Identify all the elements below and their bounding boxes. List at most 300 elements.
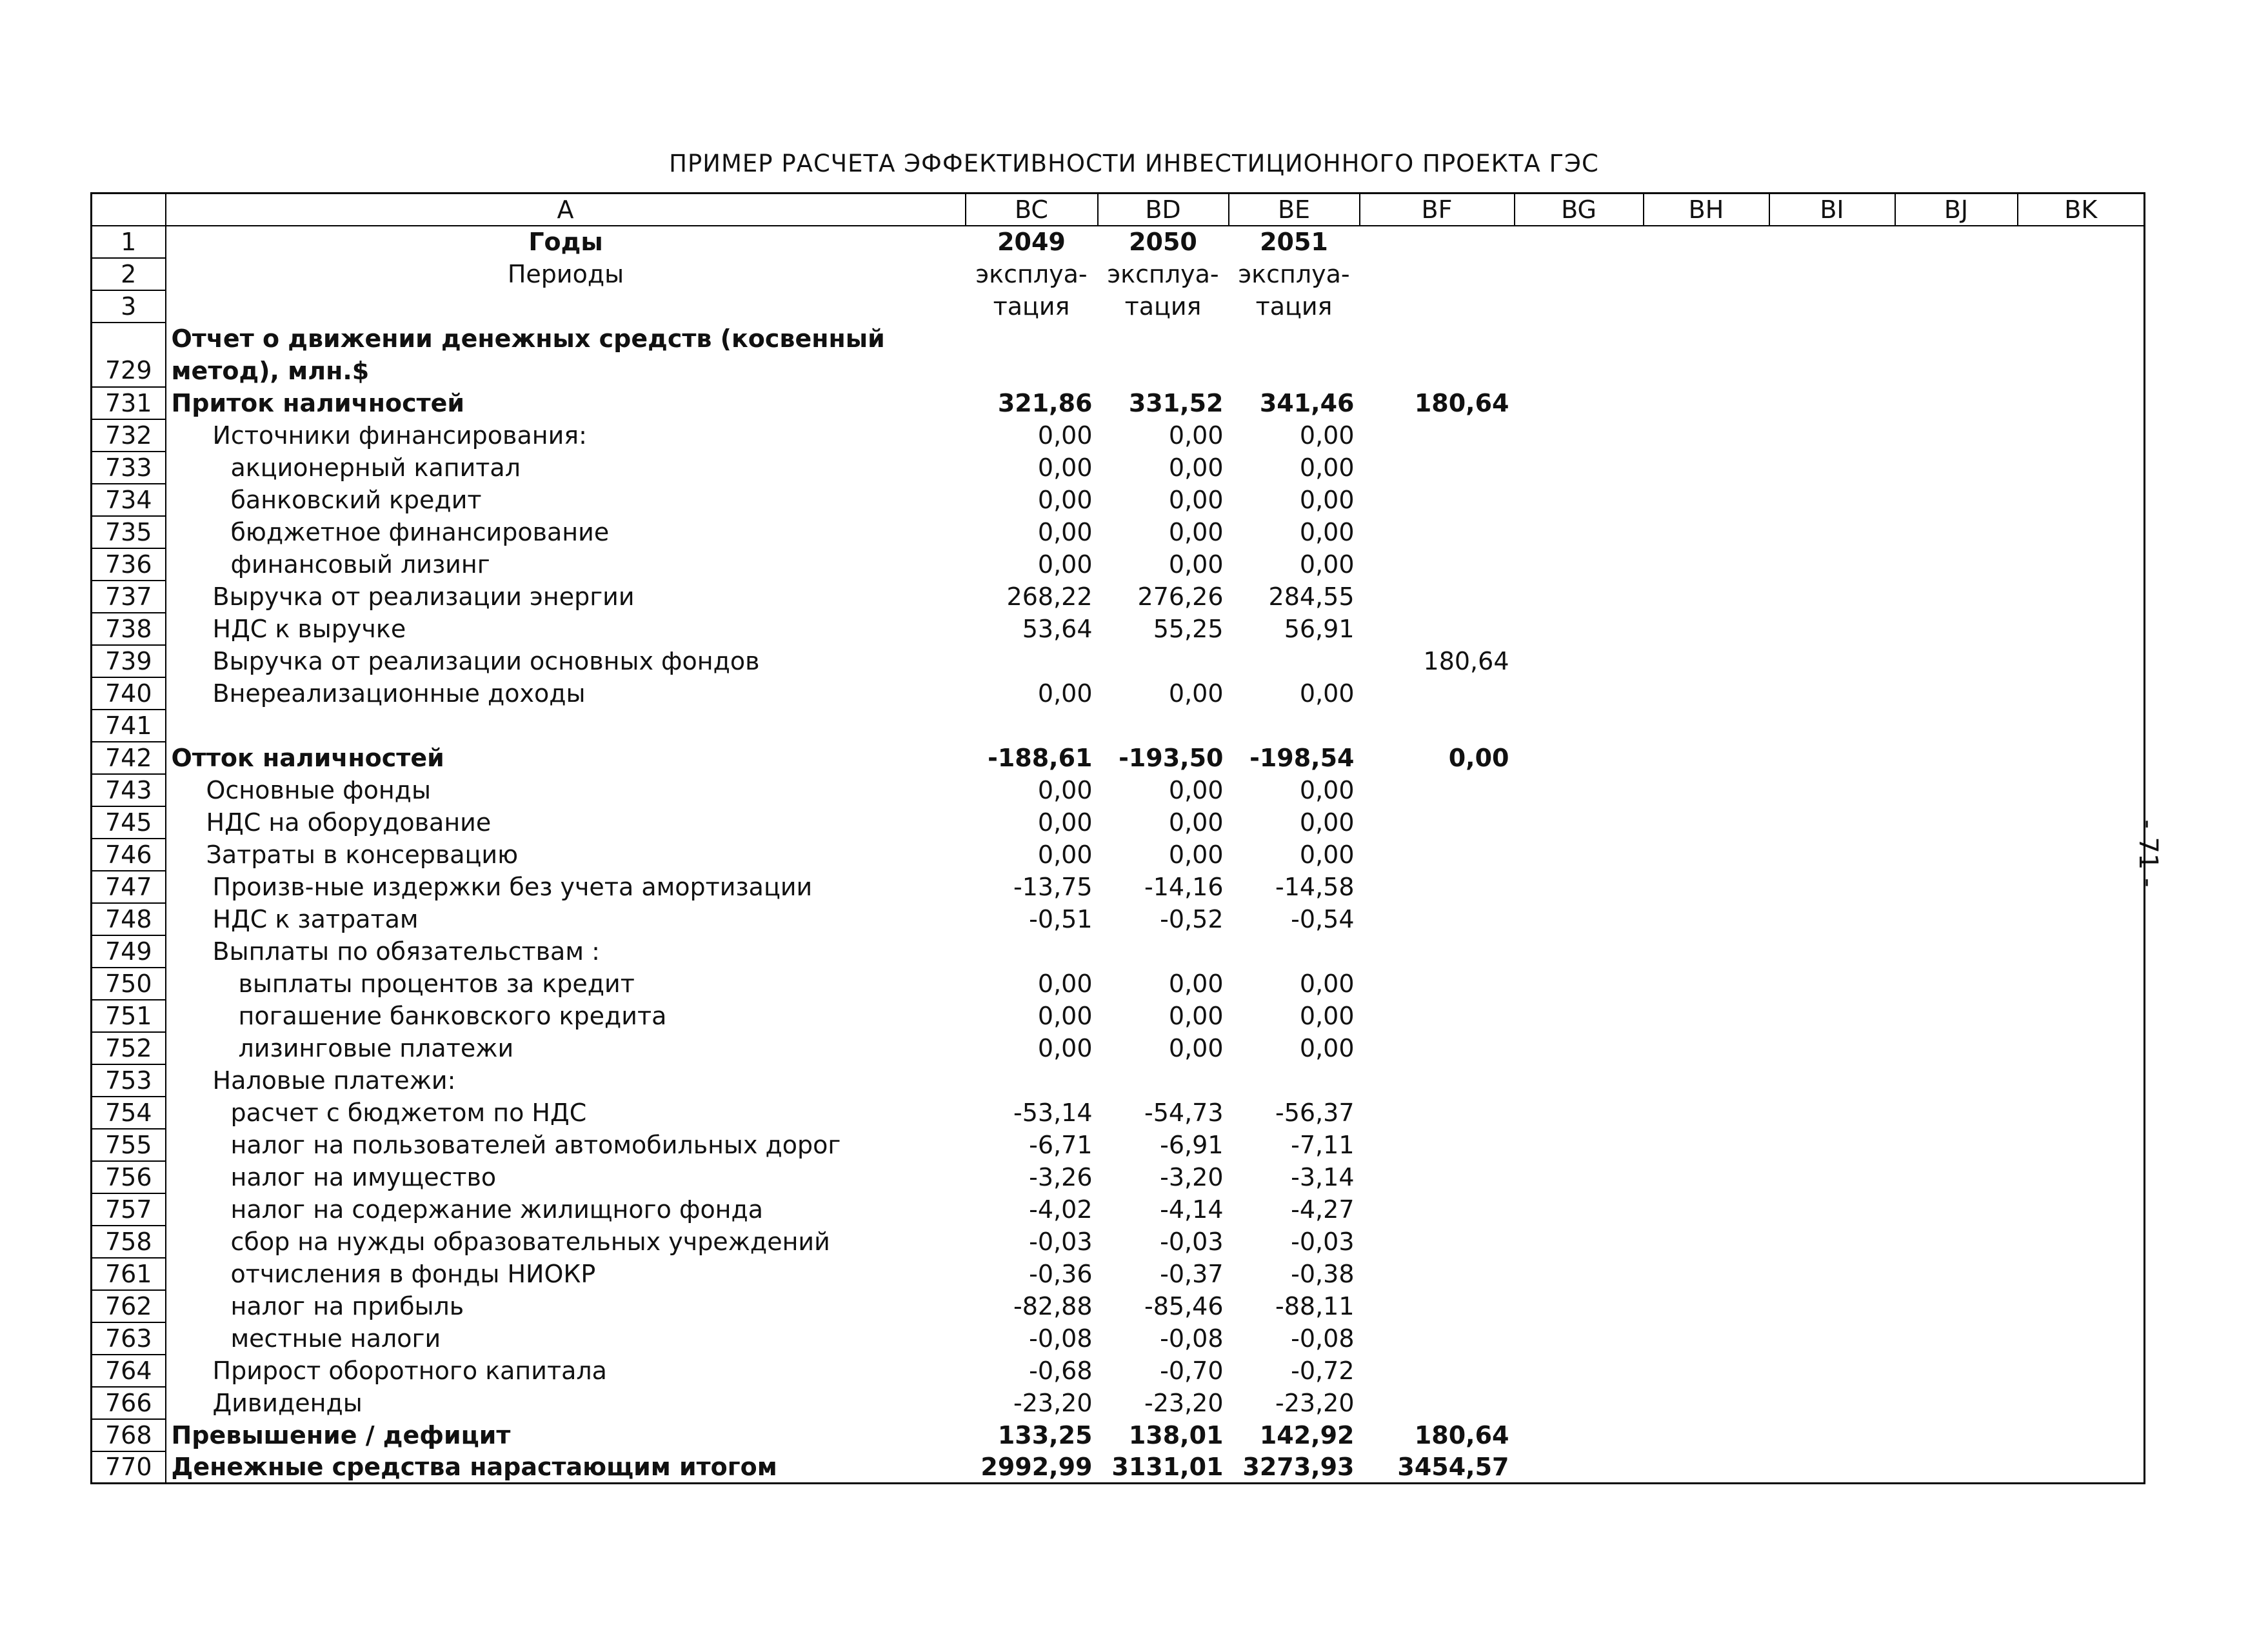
empty-cell[interactable] [1895,677,2018,710]
year-cell[interactable]: эксплуа- [1107,259,1219,288]
empty-cell[interactable] [966,355,1098,387]
value-cell[interactable]: -54,73 [1144,1098,1224,1127]
row-label[interactable]: отчисления в фонды НИОКР [166,1258,966,1290]
empty-cell[interactable] [1515,903,1644,935]
year-cell[interactable]: тация [993,292,1070,321]
column-header-bj[interactable]: BJ [1895,194,2018,226]
empty-cell[interactable] [1895,355,2018,387]
empty-cell[interactable] [1769,387,1895,419]
value-cell[interactable]: 0,00 [1037,679,1093,708]
empty-cell[interactable] [1515,387,1644,419]
empty-cell[interactable] [1644,1451,1769,1484]
value-cell[interactable] [1098,935,1229,968]
row-label[interactable]: Прирост оборотного капитала [166,1355,966,1387]
value-cell[interactable] [1229,645,1360,677]
empty-cell[interactable] [1644,1290,1769,1322]
row-number[interactable]: 755 [92,1129,166,1161]
empty-cell[interactable] [1644,1097,1769,1129]
value-cell[interactable] [1360,839,1515,871]
empty-cell[interactable] [1895,1419,2018,1451]
empty-cell[interactable] [1644,1419,1769,1451]
value-cell[interactable]: -56,37 [1275,1098,1355,1127]
empty-cell[interactable] [1895,1290,2018,1322]
row-number[interactable]: 745 [92,806,166,839]
empty-cell[interactable] [2018,1419,2145,1451]
empty-cell[interactable] [1769,613,1895,645]
empty-cell[interactable] [1769,677,1895,710]
value-cell[interactable]: 180,64 [1423,646,1509,675]
value-cell[interactable]: -4,02 [1029,1195,1093,1224]
empty-cell[interactable] [1769,839,1895,871]
empty-cell[interactable] [1769,968,1895,1000]
empty-cell[interactable] [1644,516,1769,548]
empty-cell[interactable] [2018,226,2145,258]
row-label[interactable]: лизинговые платежи [166,1032,966,1064]
row-label[interactable]: местные налоги [166,1322,966,1355]
empty-cell[interactable] [2018,903,2145,935]
empty-cell[interactable] [1515,484,1644,516]
row-label[interactable]: Выплаты по обязательствам : [166,935,966,968]
value-cell[interactable]: -85,46 [1144,1291,1224,1320]
empty-cell[interactable] [1769,645,1895,677]
empty-cell[interactable] [2018,419,2145,452]
row-label[interactable] [166,710,966,742]
row-label[interactable]: налог на имущество [166,1161,966,1193]
empty-cell[interactable] [1515,839,1644,871]
value-cell[interactable]: -88,11 [1275,1291,1355,1320]
empty-cell[interactable] [1769,258,1895,290]
empty-cell[interactable] [2018,806,2145,839]
year-cell[interactable]: тация [1255,292,1333,321]
value-cell[interactable] [1098,645,1229,677]
value-cell[interactable] [1360,903,1515,935]
empty-cell[interactable] [1644,387,1769,419]
empty-cell[interactable] [1515,677,1644,710]
empty-cell[interactable] [1515,871,1644,903]
value-cell[interactable]: -0,36 [1029,1259,1093,1288]
empty-cell[interactable] [1360,355,1515,387]
empty-cell[interactable] [1644,548,1769,581]
row-number[interactable]: 743 [92,774,166,806]
empty-cell[interactable] [1895,1355,2018,1387]
row-number[interactable]: 735 [92,516,166,548]
empty-cell[interactable] [1515,935,1644,968]
value-cell[interactable]: 0,00 [1299,485,1355,514]
value-cell[interactable]: 0,00 [1168,453,1224,482]
empty-cell[interactable] [1515,774,1644,806]
row-number[interactable]: 734 [92,484,166,516]
empty-cell[interactable] [1229,355,1360,387]
value-cell[interactable]: 0,00 [1168,840,1224,869]
row-number[interactable]: 736 [92,548,166,581]
empty-cell[interactable] [1895,419,2018,452]
empty-cell[interactable] [1769,226,1895,258]
value-cell[interactable]: -14,16 [1144,872,1224,901]
value-cell[interactable] [1360,419,1515,452]
empty-cell[interactable] [1895,742,2018,774]
value-cell[interactable]: 0,00 [1168,808,1224,837]
empty-cell[interactable] [1769,742,1895,774]
row-label[interactable] [166,290,966,323]
empty-cell[interactable] [1769,452,1895,484]
empty-cell[interactable] [1515,355,1644,387]
row-label[interactable]: Основные фонды [166,774,966,806]
row-number[interactable]: 3 [92,290,166,323]
empty-cell[interactable] [1515,1129,1644,1161]
empty-cell[interactable] [2018,581,2145,613]
empty-cell[interactable] [1895,484,2018,516]
value-cell[interactable] [1360,710,1515,742]
empty-cell[interactable] [1895,710,2018,742]
empty-cell[interactable] [2018,1000,2145,1032]
value-cell[interactable]: -82,88 [1013,1291,1093,1320]
empty-cell[interactable] [1644,1387,1769,1419]
value-cell[interactable]: -0,54 [1291,904,1355,933]
value-cell[interactable]: -188,61 [988,743,1093,772]
row-number[interactable]: 753 [92,1064,166,1097]
empty-cell[interactable] [1769,355,1895,387]
value-cell[interactable] [966,645,1098,677]
column-header-a[interactable]: A [166,194,966,226]
empty-cell[interactable] [1515,1000,1644,1032]
empty-cell[interactable] [1515,645,1644,677]
value-cell[interactable]: 0,00 [1299,550,1355,579]
value-cell[interactable]: -0,38 [1291,1259,1355,1288]
value-cell[interactable]: -0,72 [1291,1356,1355,1385]
value-cell[interactable] [1360,1064,1515,1097]
empty-cell[interactable] [2018,484,2145,516]
year-cell[interactable]: эксплуа- [975,259,1088,288]
empty-cell[interactable] [1769,1322,1895,1355]
year-cell[interactable]: эксплуа- [1238,259,1350,288]
row-number[interactable]: 1 [92,226,166,258]
empty-cell[interactable] [1229,323,1360,355]
row-label[interactable]: налог на содержание жилищного фонда [166,1193,966,1226]
empty-cell[interactable] [2018,1290,2145,1322]
value-cell[interactable]: 0,00 [1037,550,1093,579]
empty-cell[interactable] [2018,774,2145,806]
empty-cell[interactable] [1098,355,1229,387]
row-label[interactable]: сбор на нужды образовательных учреждений [166,1226,966,1258]
empty-cell[interactable] [1644,355,1769,387]
empty-cell[interactable] [1644,581,1769,613]
value-cell[interactable]: 0,00 [1037,453,1093,482]
column-header-bd[interactable]: BD [1098,194,1229,226]
empty-cell[interactable] [1895,968,2018,1000]
value-cell[interactable] [1098,1064,1229,1097]
empty-cell[interactable] [1895,871,2018,903]
value-cell[interactable] [1360,548,1515,581]
empty-cell[interactable] [1515,1226,1644,1258]
row-label[interactable]: бюджетное финансирование [166,516,966,548]
value-cell[interactable]: 0,00 [1299,969,1355,998]
empty-cell[interactable] [1895,1032,2018,1064]
value-cell[interactable]: -0,52 [1160,904,1224,933]
value-cell[interactable]: 0,00 [1299,679,1355,708]
value-cell[interactable] [1360,935,1515,968]
value-cell[interactable]: -7,11 [1291,1130,1355,1159]
row-label[interactable]: Наловые платежи: [166,1064,966,1097]
empty-cell[interactable] [1895,258,2018,290]
value-cell[interactable] [1360,1161,1515,1193]
empty-cell[interactable] [1769,484,1895,516]
value-cell[interactable] [966,935,1098,968]
empty-cell[interactable] [1644,710,1769,742]
row-number[interactable]: 766 [92,1387,166,1419]
empty-cell[interactable] [2018,387,2145,419]
empty-cell[interactable] [1515,1322,1644,1355]
value-cell[interactable]: 0,00 [1299,1001,1355,1030]
value-cell[interactable] [1360,1226,1515,1258]
empty-cell[interactable] [1895,1451,2018,1484]
empty-cell[interactable] [2018,290,2145,323]
value-cell[interactable]: -0,03 [1029,1227,1093,1256]
value-cell[interactable] [1360,1258,1515,1290]
value-cell[interactable]: -53,14 [1013,1098,1093,1127]
value-cell[interactable]: 0,00 [1037,485,1093,514]
empty-cell[interactable] [2018,968,2145,1000]
empty-cell[interactable] [1644,484,1769,516]
column-header-bc[interactable]: BC [966,194,1098,226]
empty-cell[interactable] [2018,1258,2145,1290]
empty-cell[interactable] [2018,742,2145,774]
empty-cell[interactable] [1644,1161,1769,1193]
row-number[interactable]: 751 [92,1000,166,1032]
empty-cell[interactable] [2018,1387,2145,1419]
row-label[interactable]: налог на пользователей автомобильных дорог [166,1129,966,1161]
empty-cell[interactable] [1769,1161,1895,1193]
empty-cell[interactable] [1769,1193,1895,1226]
empty-cell[interactable] [1360,258,1515,290]
value-cell[interactable]: 268,22 [1006,582,1093,611]
value-cell[interactable]: -0,03 [1160,1227,1224,1256]
empty-cell[interactable] [1895,290,2018,323]
row-number[interactable]: 757 [92,1193,166,1226]
empty-cell[interactable] [1644,1355,1769,1387]
column-header-bg[interactable]: BG [1515,194,1644,226]
empty-cell[interactable] [1895,1161,2018,1193]
column-header-bi[interactable]: BI [1769,194,1895,226]
empty-cell[interactable] [1769,516,1895,548]
empty-cell[interactable] [1769,1258,1895,1290]
empty-cell[interactable] [2018,935,2145,968]
empty-cell[interactable] [2018,516,2145,548]
empty-cell[interactable] [1515,613,1644,645]
empty-cell[interactable] [1644,871,1769,903]
row-label[interactable]: Периоды [166,258,966,290]
empty-cell[interactable] [1515,968,1644,1000]
value-cell[interactable]: 55,25 [1153,614,1224,643]
value-cell[interactable]: -13,75 [1013,872,1093,901]
value-cell[interactable]: 0,00 [1037,1033,1093,1062]
empty-cell[interactable] [2018,323,2145,355]
empty-cell[interactable] [1769,774,1895,806]
empty-cell[interactable] [1895,1064,2018,1097]
empty-cell[interactable] [1644,323,1769,355]
empty-cell[interactable] [1769,1000,1895,1032]
empty-cell[interactable] [1895,548,2018,581]
empty-cell[interactable] [1515,742,1644,774]
value-cell[interactable]: 0,00 [1168,1033,1224,1062]
empty-cell[interactable] [1515,1064,1644,1097]
empty-cell[interactable] [2018,1193,2145,1226]
value-cell[interactable]: -0,08 [1029,1324,1093,1353]
row-label[interactable]: расчет с бюджетом по НДС [166,1097,966,1129]
value-cell[interactable] [1360,1032,1515,1064]
row-label[interactable]: акционерный капитал [166,452,966,484]
value-cell[interactable]: 341,46 [1259,388,1355,417]
value-cell[interactable]: 0,00 [1168,550,1224,579]
row-number[interactable]: 752 [92,1032,166,1064]
empty-cell[interactable] [1769,1129,1895,1161]
value-cell[interactable] [1360,1000,1515,1032]
empty-cell[interactable] [1644,452,1769,484]
value-cell[interactable]: -4,14 [1160,1195,1224,1224]
empty-cell[interactable] [1644,1129,1769,1161]
empty-cell[interactable] [1515,258,1644,290]
row-label[interactable]: Источники финансирования: [166,419,966,452]
empty-cell[interactable] [1644,774,1769,806]
year-cell[interactable]: 2050 [1129,228,1197,256]
row-number[interactable]: 770 [92,1451,166,1484]
value-cell[interactable]: 321,86 [997,388,1093,417]
empty-cell[interactable] [1515,452,1644,484]
value-cell[interactable] [1360,871,1515,903]
empty-cell[interactable] [1515,710,1644,742]
value-cell[interactable]: -4,27 [1291,1195,1355,1224]
row-number[interactable]: 758 [92,1226,166,1258]
value-cell[interactable]: -6,71 [1029,1130,1093,1159]
empty-cell[interactable] [1644,258,1769,290]
empty-cell[interactable] [2018,1226,2145,1258]
row-number[interactable]: 737 [92,581,166,613]
value-cell[interactable]: 0,00 [1299,453,1355,482]
row-label[interactable]: Произв-ные издержки без учета амортизации [166,871,966,903]
value-cell[interactable]: 0,00 [1168,679,1224,708]
column-header-be[interactable]: BE [1229,194,1360,226]
value-cell[interactable] [966,1064,1098,1097]
value-cell[interactable] [1360,484,1515,516]
empty-cell[interactable] [1644,742,1769,774]
empty-cell[interactable] [1769,290,1895,323]
empty-cell[interactable] [2018,1064,2145,1097]
empty-cell[interactable] [1895,387,2018,419]
empty-cell[interactable] [1515,226,1644,258]
value-cell[interactable]: 0,00 [1299,808,1355,837]
empty-cell[interactable] [1515,1097,1644,1129]
empty-cell[interactable] [1644,968,1769,1000]
empty-cell[interactable] [2018,355,2145,387]
value-cell[interactable]: 0,00 [1037,775,1093,804]
empty-cell[interactable] [1644,645,1769,677]
empty-cell[interactable] [1515,548,1644,581]
empty-cell[interactable] [1769,1097,1895,1129]
value-cell[interactable]: 0,00 [1168,1001,1224,1030]
empty-cell[interactable] [1515,581,1644,613]
empty-cell[interactable] [1769,419,1895,452]
value-cell[interactable]: 3273,93 [1242,1452,1355,1481]
empty-cell[interactable] [1360,290,1515,323]
empty-cell[interactable] [1895,1193,2018,1226]
value-cell[interactable]: 0,00 [1168,421,1224,450]
empty-cell[interactable] [1895,1258,2018,1290]
row-label[interactable]: выплаты процентов за кредит [166,968,966,1000]
row-label[interactable]: Отток наличностей [166,742,966,774]
value-cell[interactable]: 56,91 [1284,614,1355,643]
empty-cell[interactable] [1769,1355,1895,1387]
value-cell[interactable]: 0,00 [1168,969,1224,998]
column-header-bh[interactable]: BH [1644,194,1769,226]
empty-cell[interactable] [1515,1032,1644,1064]
value-cell[interactable]: -0,03 [1291,1227,1355,1256]
row-number[interactable]: 749 [92,935,166,968]
empty-cell[interactable] [2018,1322,2145,1355]
value-cell[interactable] [1360,968,1515,1000]
empty-cell[interactable] [2018,710,2145,742]
empty-cell[interactable] [1895,806,2018,839]
value-cell[interactable]: 0,00 [1037,840,1093,869]
empty-cell[interactable] [1895,323,2018,355]
empty-cell[interactable] [2018,1032,2145,1064]
empty-cell[interactable] [1515,1193,1644,1226]
row-number[interactable]: 739 [92,645,166,677]
empty-cell[interactable] [2018,258,2145,290]
empty-cell[interactable] [1895,1387,2018,1419]
empty-cell[interactable] [1769,1064,1895,1097]
empty-cell[interactable] [1895,516,2018,548]
value-cell[interactable]: -198,54 [1249,743,1355,772]
value-cell[interactable]: 0,00 [1168,485,1224,514]
column-header-bf[interactable]: BF [1360,194,1515,226]
row-label[interactable]: Дивиденды [166,1387,966,1419]
value-cell[interactable]: 2992,99 [980,1452,1093,1481]
empty-cell[interactable] [1769,935,1895,968]
empty-cell[interactable] [1895,839,2018,871]
row-number[interactable]: 748 [92,903,166,935]
empty-cell[interactable] [1644,1226,1769,1258]
value-cell[interactable]: 0,00 [1299,421,1355,450]
empty-cell[interactable] [966,323,1098,355]
empty-cell[interactable] [1515,1451,1644,1484]
row-label[interactable]: НДС к выручке [166,613,966,645]
row-number[interactable]: 750 [92,968,166,1000]
row-number[interactable]: 2 [92,258,166,290]
empty-cell[interactable] [1895,903,2018,935]
value-cell[interactable] [1360,1387,1515,1419]
empty-cell[interactable] [1895,774,2018,806]
value-cell[interactable]: -6,91 [1160,1130,1224,1159]
value-cell[interactable] [1229,710,1360,742]
empty-cell[interactable] [1769,1387,1895,1419]
empty-cell[interactable] [2018,839,2145,871]
value-cell[interactable] [966,710,1098,742]
empty-cell[interactable] [1769,710,1895,742]
value-cell[interactable]: 180,64 [1414,1420,1509,1449]
value-cell[interactable]: 0,00 [1448,743,1509,772]
value-cell[interactable]: 331,52 [1128,388,1224,417]
row-number[interactable]: 729 [92,355,166,387]
value-cell[interactable] [1360,806,1515,839]
value-cell[interactable]: 284,55 [1268,582,1355,611]
row-label[interactable]: погашение банковского кредита [166,1000,966,1032]
empty-cell[interactable] [1644,935,1769,968]
year-cell[interactable]: тация [1124,292,1202,321]
empty-cell[interactable] [1895,452,2018,484]
value-cell[interactable]: -193,50 [1119,743,1224,772]
row-number[interactable]: 764 [92,1355,166,1387]
empty-cell[interactable] [1769,323,1895,355]
empty-cell[interactable] [2018,1451,2145,1484]
